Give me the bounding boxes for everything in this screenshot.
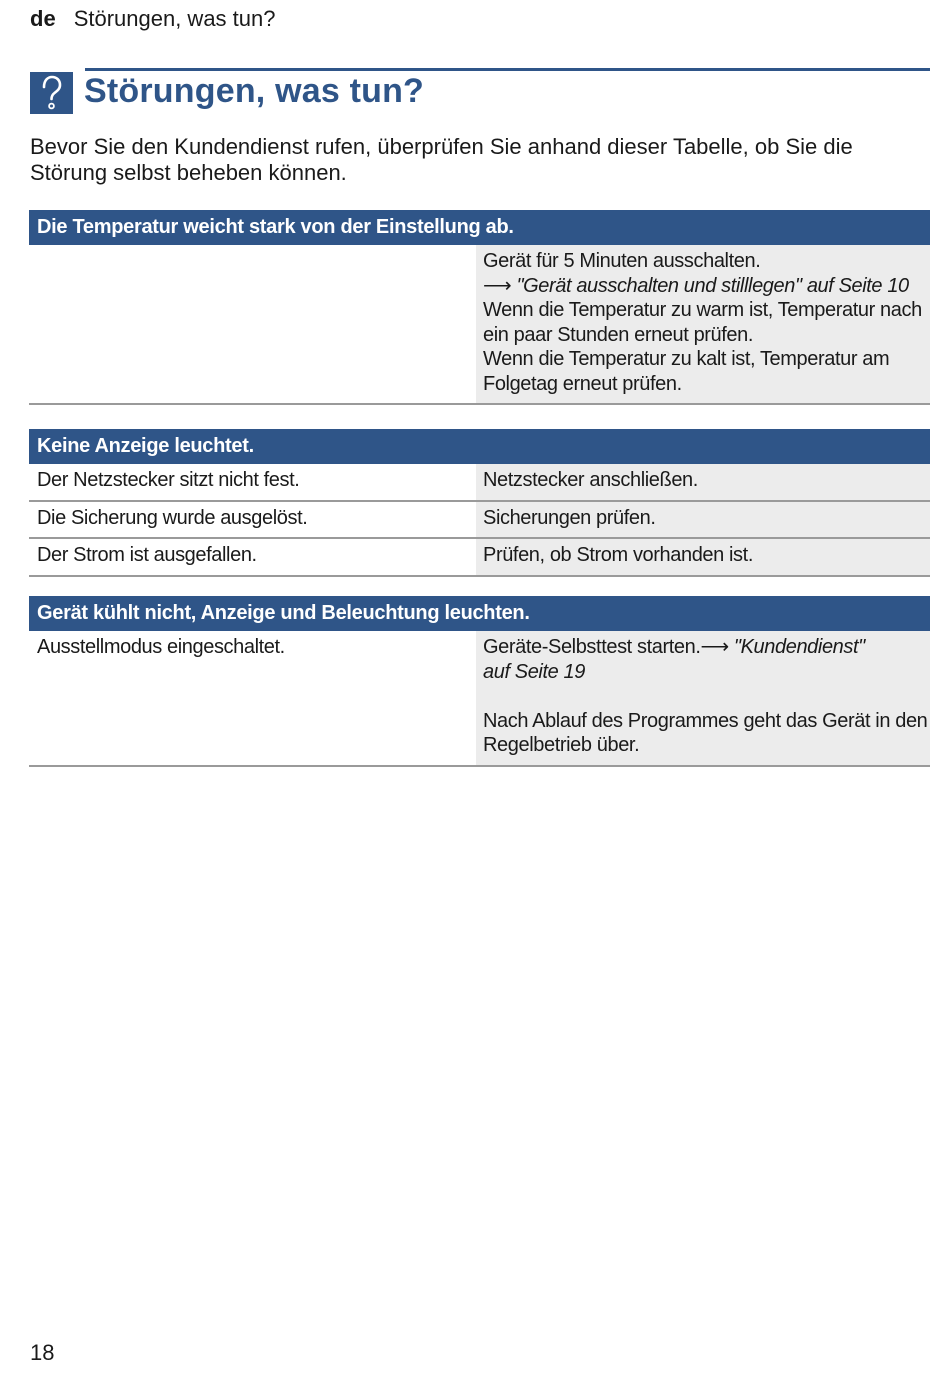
reference-text: "Kundendienst": [728, 636, 865, 658]
troubleshoot-section-not-cooling: [29, 596, 930, 767]
remedy-cell: Prüfen, ob Strom vorhanden ist.: [476, 539, 930, 575]
cause-cell: [29, 245, 476, 403]
reference-text[interactable]: auf Seite 19: [483, 660, 585, 683]
remedy-line: Wenn die Temperatur zu kalt ist, Temperatur am: [483, 348, 890, 370]
language-code: de: [30, 6, 56, 31]
title-block: [30, 68, 930, 116]
running-header-title: Störungen, was tun?: [73, 6, 276, 31]
section-header: Die Temperatur weicht stark von der Einstellung ab.: [29, 210, 930, 245]
remedy-cell: Netzstecker anschließen.: [476, 464, 930, 500]
page-number: 18: [30, 1340, 55, 1365]
remedy-text: Geräte-Selbsttest starten.: [483, 636, 701, 658]
arrow-right-icon: ⟶: [483, 274, 512, 297]
remedy-line: ein paar Stunden erneut prüfen.: [483, 323, 754, 346]
cause-cell: Der Strom ist ausgefallen.: [37, 544, 257, 566]
question-mark-icon: [30, 72, 73, 114]
table-row: [29, 464, 930, 502]
remedy-cell: Sicherungen prüfen.: [476, 502, 930, 538]
remedy-line: Nach Ablauf des Programmes geht das Gerät in den: [483, 709, 928, 732]
remedy-line: Wenn die Temperatur zu warm ist, Temperatur nach: [483, 299, 922, 321]
troubleshoot-section-temperature: [29, 210, 930, 405]
table-row: [29, 245, 930, 405]
page-title: Störungen, was tun?: [84, 72, 425, 110]
table-row: [29, 631, 930, 767]
cause-cell: Der Netzstecker sitzt nicht fest.: [37, 469, 300, 491]
remedy-cell: [476, 631, 930, 765]
remedy-line: Folgetag erneut prüfen.: [483, 372, 682, 395]
running-header: [30, 6, 276, 32]
page-reference-link[interactable]: [483, 274, 922, 299]
section-header: Keine Anzeige leuchtet.: [29, 429, 930, 464]
remedy-line: [483, 635, 922, 660]
remedy-line: Gerät für 5 Minuten ausschalten.: [483, 250, 761, 272]
spacer: [483, 684, 922, 709]
title-rule: [85, 68, 930, 71]
troubleshoot-section-no-display: [29, 429, 930, 577]
page-reference-link[interactable]: [700, 636, 864, 658]
cause-cell: Die Sicherung wurde ausgelöst.: [37, 506, 308, 529]
table-row: [29, 502, 930, 540]
arrow-right-icon: ⟶: [700, 636, 729, 658]
cause-cell: Ausstellmodus eingeschaltet.: [37, 636, 285, 658]
section-header: Gerät kühlt nicht, Anzeige und Beleuchtung leuchten.: [29, 596, 930, 631]
table-row: [29, 539, 930, 577]
intro-text: Bevor Sie den Kundendienst rufen, überprüfen Sie anhand dieser Tabelle, ob Sie die Störung selbst beheben können.: [30, 134, 853, 185]
remedy-line: Regelbetrieb über.: [483, 734, 640, 756]
remedy-cell: [476, 245, 930, 403]
reference-text: "Gerät ausschalten und stilllegen" auf Seite 10: [511, 274, 909, 297]
